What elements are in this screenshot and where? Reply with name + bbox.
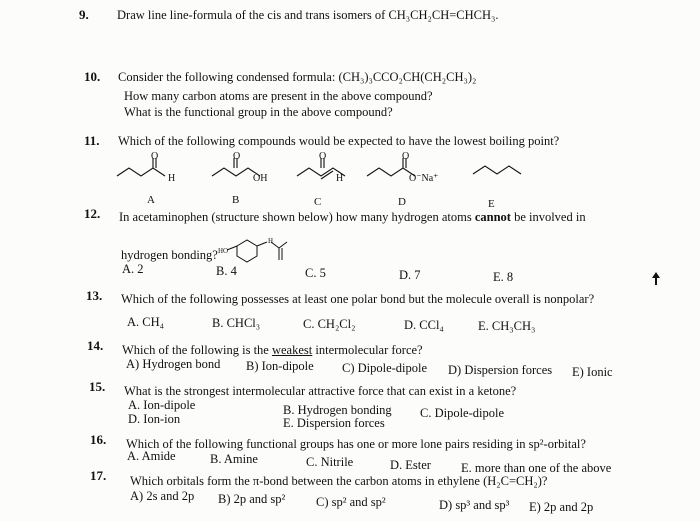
question-12-line2: hydrogen bonding?: [121, 248, 218, 262]
q15-option-b: B. Hydrogen bonding: [283, 403, 392, 417]
q16-option-d: D. Ester: [390, 458, 431, 472]
structure-e-chain: [473, 166, 521, 174]
question-12-line1: In acetaminophen (structure shown below) how many hydrogen atoms cannot be involved in: [119, 210, 586, 224]
question-17-number: 17.: [90, 468, 107, 483]
q14-option-e: E) Ionic: [572, 365, 613, 379]
q14-option-b: B) Ion-dipole: [246, 359, 314, 373]
q12-option-c: C. 5: [305, 266, 326, 280]
question-10-number: 10.: [84, 69, 101, 84]
q14-option-c: C) Dipole-dipole: [342, 361, 428, 375]
question-10-line2: How many carbon atoms are present in the above compound?: [124, 89, 433, 103]
q12-option-e: E. 8: [493, 270, 514, 284]
question-14-text: Which of the following is the weakest intermolecular force?: [122, 343, 423, 357]
structure-label-e: E: [488, 198, 495, 210]
question-15-number: 15.: [89, 379, 106, 394]
structure-label-d: D: [398, 196, 406, 208]
atom-h-c: H: [336, 173, 344, 184]
q13-option-c: C. CH₂Cl₂: [303, 317, 356, 331]
question-11-text: Which of the following compounds would be expected to have the lowest boiling point?: [118, 134, 560, 148]
q17-option-c: C) sp² and sp²: [316, 495, 386, 509]
structure-a-chain: [117, 168, 165, 176]
q15-option-d: D. Ion-ion: [128, 412, 181, 426]
question-17-text: Which orbitals form the π-bond between the carbon atoms in ethylene (H₂C=CH₂)?: [130, 474, 548, 488]
structure-label-a: A: [147, 194, 155, 206]
q16-option-c: C. Nitrile: [306, 455, 354, 469]
q16-option-e: E. more than one of the above: [461, 461, 612, 475]
structure-d-chain: [367, 168, 415, 176]
atom-o-d: O: [402, 151, 410, 162]
q17-option-e: E) 2p and 2p: [529, 500, 594, 514]
q13-option-a: A. CH₄: [127, 315, 164, 329]
question-10-line1: Consider the following condensed formula: (CH₃)₃CCO₂CH(CH₂CH₃)₂: [118, 70, 477, 84]
q13-option-b: B. CHCl₃: [212, 316, 261, 330]
atom-ona-d: O⁻Na⁺: [409, 173, 439, 184]
q15-option-a: A. Ion-dipole: [128, 398, 196, 412]
q14-option-a: A) Hydrogen bond: [126, 357, 221, 371]
q16-option-b: B. Amine: [210, 452, 258, 466]
question-11-number: 11.: [84, 133, 100, 148]
q17-option-b: B) 2p and sp²: [218, 492, 286, 506]
question-13-number: 13.: [86, 288, 103, 303]
question-16-number: 16.: [90, 432, 107, 447]
q13-option-d: D. CCl₄: [404, 318, 444, 332]
atom-h-a: H: [168, 173, 176, 184]
q12-option-a: A. 2: [122, 262, 144, 276]
q16-option-a: A. Amide: [127, 449, 176, 463]
q12-option-d: D. 7: [399, 268, 421, 282]
q15-option-e: E. Dispersion forces: [283, 416, 385, 430]
q13-option-e: E. CH₃CH₃: [478, 319, 536, 333]
atom-o-a: O: [151, 151, 159, 162]
question-12-number: 12.: [84, 206, 101, 221]
q15-option-c: C. Dipole-dipole: [420, 406, 505, 420]
question-14-number: 14.: [87, 338, 104, 353]
atom-oh-b: OH: [253, 173, 268, 184]
q17-option-d: D) sp³ and sp³: [439, 498, 510, 512]
atom-o-b: O: [233, 151, 241, 162]
question-13-text: Which of the following possesses at least one polar bond but the molecule overall is nonpolar?: [121, 292, 595, 306]
acetaminophen-ho: HO: [218, 247, 229, 255]
q17-option-a: A) 2s and 2p: [130, 489, 195, 503]
structure-label-c: C: [314, 196, 322, 208]
question-9-text: Draw line line-formula of the cis and trans isomers of CH₃CH₂CH=CHCH₃.: [117, 8, 499, 22]
q12-option-b: B. 4: [216, 264, 237, 278]
question-10-line3: What is the functional group in the above compound?: [124, 105, 393, 119]
question-15-text: What is the strongest intermolecular attractive force that can exist in a ketone?: [124, 384, 517, 398]
atom-o-c: O: [319, 151, 327, 162]
cursor-arrow-icon: [652, 272, 660, 286]
question-9-number: 9.: [79, 7, 89, 22]
structure-label-b: B: [232, 194, 240, 206]
acetaminophen-h: H: [268, 237, 274, 245]
q14-option-d: D) Dispersion forces: [448, 363, 553, 377]
question-16-text: Which of the following functional groups has one or more lone pairs residing in sp²-orbital?: [126, 437, 586, 451]
